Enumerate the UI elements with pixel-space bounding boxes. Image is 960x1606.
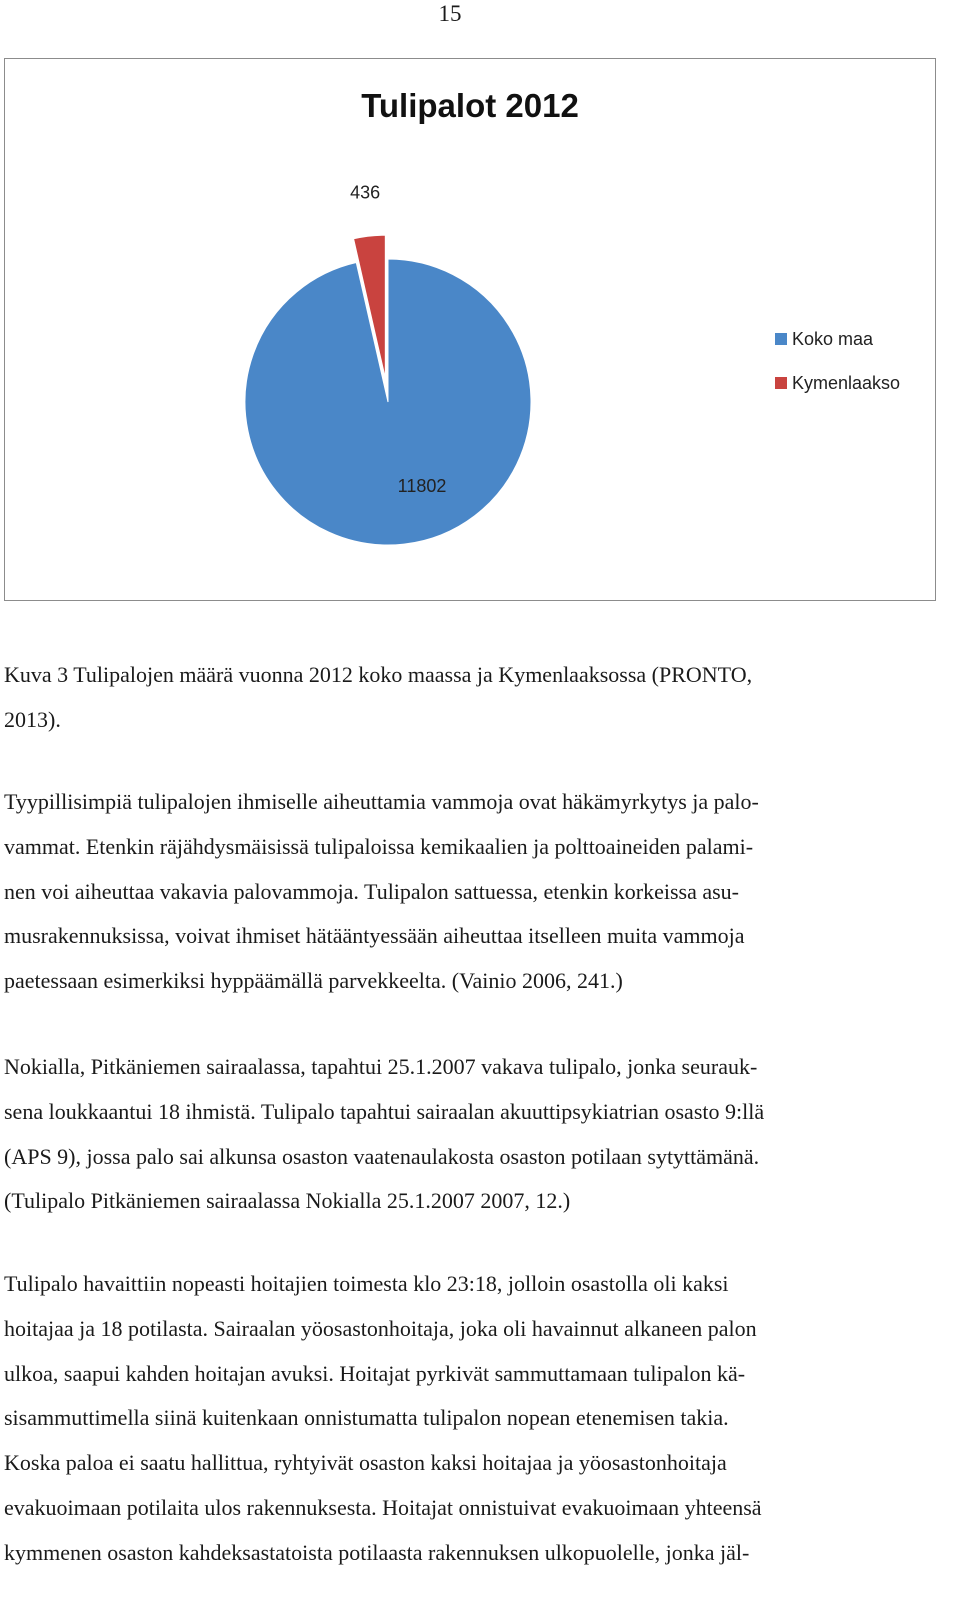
paragraph-line: sena loukkaantui 18 ihmistä. Tulipalo tapahtui sairaalan akuuttipsykiatrian osasto 9:llä <box>4 1098 765 1124</box>
paragraph-line: vammat. Etenkin räjähdysmäisissä tulipaloissa kemikaalien ja polttoaineiden palami- <box>4 833 754 859</box>
caption-line: Kuva 3 Tulipalojen määrä vuonna 2012 koko maassa ja Kymenlaaksossa (PRONTO, <box>4 662 753 687</box>
paragraph-line: Tulipalo havaittiin nopeasti hoitajien toimesta klo 23:18, jolloin osastolla oli kaksi <box>4 1271 729 1296</box>
chart-title: Tulipalot 2012 <box>361 87 579 124</box>
caption-line: 2013). <box>4 706 61 732</box>
paragraph-line: musrakennuksissa, voivat ihmiset hätääntyessään aiheuttaa itselleen muita vammoja <box>4 923 745 949</box>
legend-swatch <box>775 333 787 345</box>
paragraph-line: paetessaan esimerkiksi hyppäämällä parvekkeelta. (Vainio 2006, 241.) <box>4 968 623 994</box>
legend-swatch <box>775 377 787 389</box>
paragraph-line: hoitajaa ja 18 potilasta. Sairaalan yöosastonhoitaja, joka oli havainnut alkaneen palon <box>4 1315 757 1341</box>
paragraph-line: Nokialla, Pitkäniemen sairaalassa, tapahtui 25.1.2007 vakava tulipalo, jonka seurauk- <box>4 1054 758 1079</box>
paragraph-line: (APS 9), jossa palo sai alkunsa osaston vaatenaulakosta osaston potilaan sytyttämänä. <box>4 1143 760 1169</box>
legend-label: Koko maa <box>792 329 874 349</box>
pie-slice-koko-maa <box>245 259 531 545</box>
figure-caption <box>4 653 904 743</box>
paragraph-2 <box>4 1045 904 1224</box>
legend-label: Kymenlaakso <box>792 373 901 393</box>
paragraph-line: (Tulipalo Pitkäniemen sairaalassa Nokialla 25.1.2007 2007, 12.) <box>4 1188 571 1214</box>
paragraph-line: nen voi aiheuttaa vakavia palovammoja. Tulipalon sattuessa, etenkin korkeissa asu- <box>4 878 739 904</box>
page-number: 15 <box>438 1 462 26</box>
pie-chart-figure <box>4 58 936 601</box>
paragraph-line: Tyypillisimpiä tulipalojen ihmiselle aiheuttamia vammoja ovat häkämyrkytys ja palo- <box>4 789 759 814</box>
paragraph-line: Koska paloa ei saatu hallittua, ryhtyivät osaston kaksi hoitajaa ja yöosastonhoitaja <box>4 1450 727 1476</box>
paragraph-3 <box>4 1262 904 1576</box>
paragraph-line: kymmenen osaston kahdeksastatoista potilaasta rakennuksen ulkopuolelle, jonka jäl- <box>4 1539 750 1565</box>
data-label-koko-maa: 11802 <box>397 476 447 496</box>
pie-chart <box>5 59 935 600</box>
paragraph-line: evakuoimaan potilaita ulos rakennuksesta. Hoitajat onnistuivat evakuoimaan yhteensä <box>4 1494 762 1520</box>
data-label-kymenlaakso: 436 <box>350 182 381 203</box>
paragraph-1 <box>4 780 904 1004</box>
paragraph-line: ulkoa, saapui kahden hoitajan avuksi. Hoitajat pyrkivät sammuttamaan tulipalon kä- <box>4 1360 746 1386</box>
paragraph-line: sisammuttimella siinä kuitenkaan onnistumatta tulipalon nopean etenemisen takia. <box>4 1405 729 1431</box>
